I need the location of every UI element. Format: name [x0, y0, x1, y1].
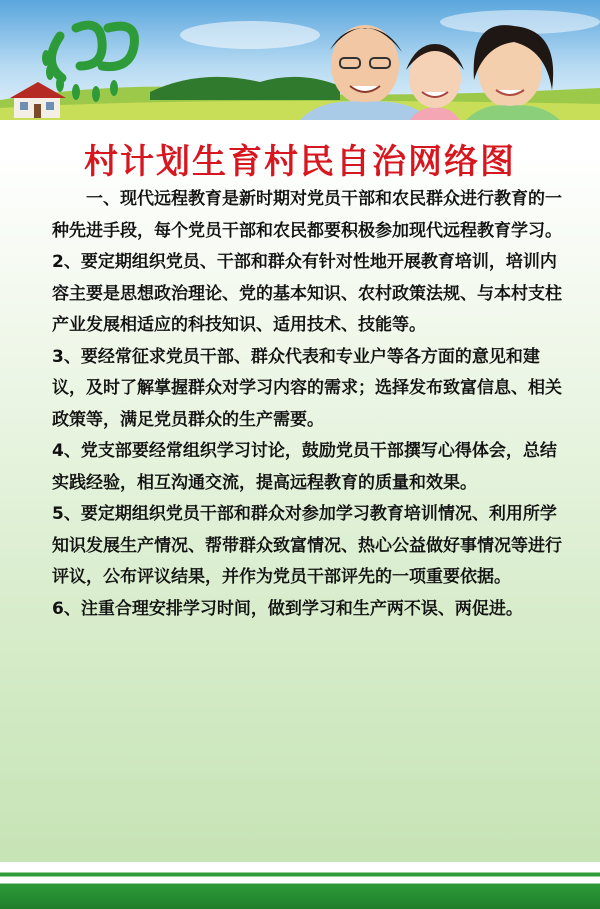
paragraph-2: 2、要定期组织党员、干部和群众有针对性地开展教育培训，培训内容主要是思想政治理论、党的基本知识、农村政策法规、与本村支柱产业发展相适应的科技知识、适用技术、技能等。	[52, 252, 562, 335]
paragraph-4: 4、党支部要经常组织学习讨论，鼓励党员干部撰写心得体会，总结实践经验，相互沟通交流，提高远程教育的质量和效果。	[52, 441, 557, 493]
paragraph-6: 6、注重合理安排学习时间，做到学习和生产两不误、两促进。	[52, 598, 523, 619]
page-title: 村计划生育村民自治网络图	[84, 142, 516, 182]
paragraph-3: 3、要经常征求党员干部、群众代表和专业户等各方面的意见和建议，及时了解掌握群众对学习内容的需求；选择发布致富信息、相关政策等，满足党员群众的生产需要。	[52, 346, 562, 430]
header-banner	[0, 0, 600, 120]
family-planning-logo	[30, 8, 150, 108]
content-body	[52, 184, 562, 625]
family-photo	[270, 10, 600, 120]
footer-stripes	[0, 862, 600, 909]
paragraph-1: 一、现代远程教育是新时期对党员干部和农民群众进行教育的一种先进手段，每个党员干部和农民都要积极参加现代远程教育学习。	[52, 189, 562, 241]
paragraph-5: 5、要定期组织党员干部和群众对参加学习教育培训情况、利用所学知识发展生产情况、帮带群众致富情况、热心公益做好事情况等进行评议，公布评议结果，并作为党员干部评先的一项重要依据。	[52, 504, 562, 587]
